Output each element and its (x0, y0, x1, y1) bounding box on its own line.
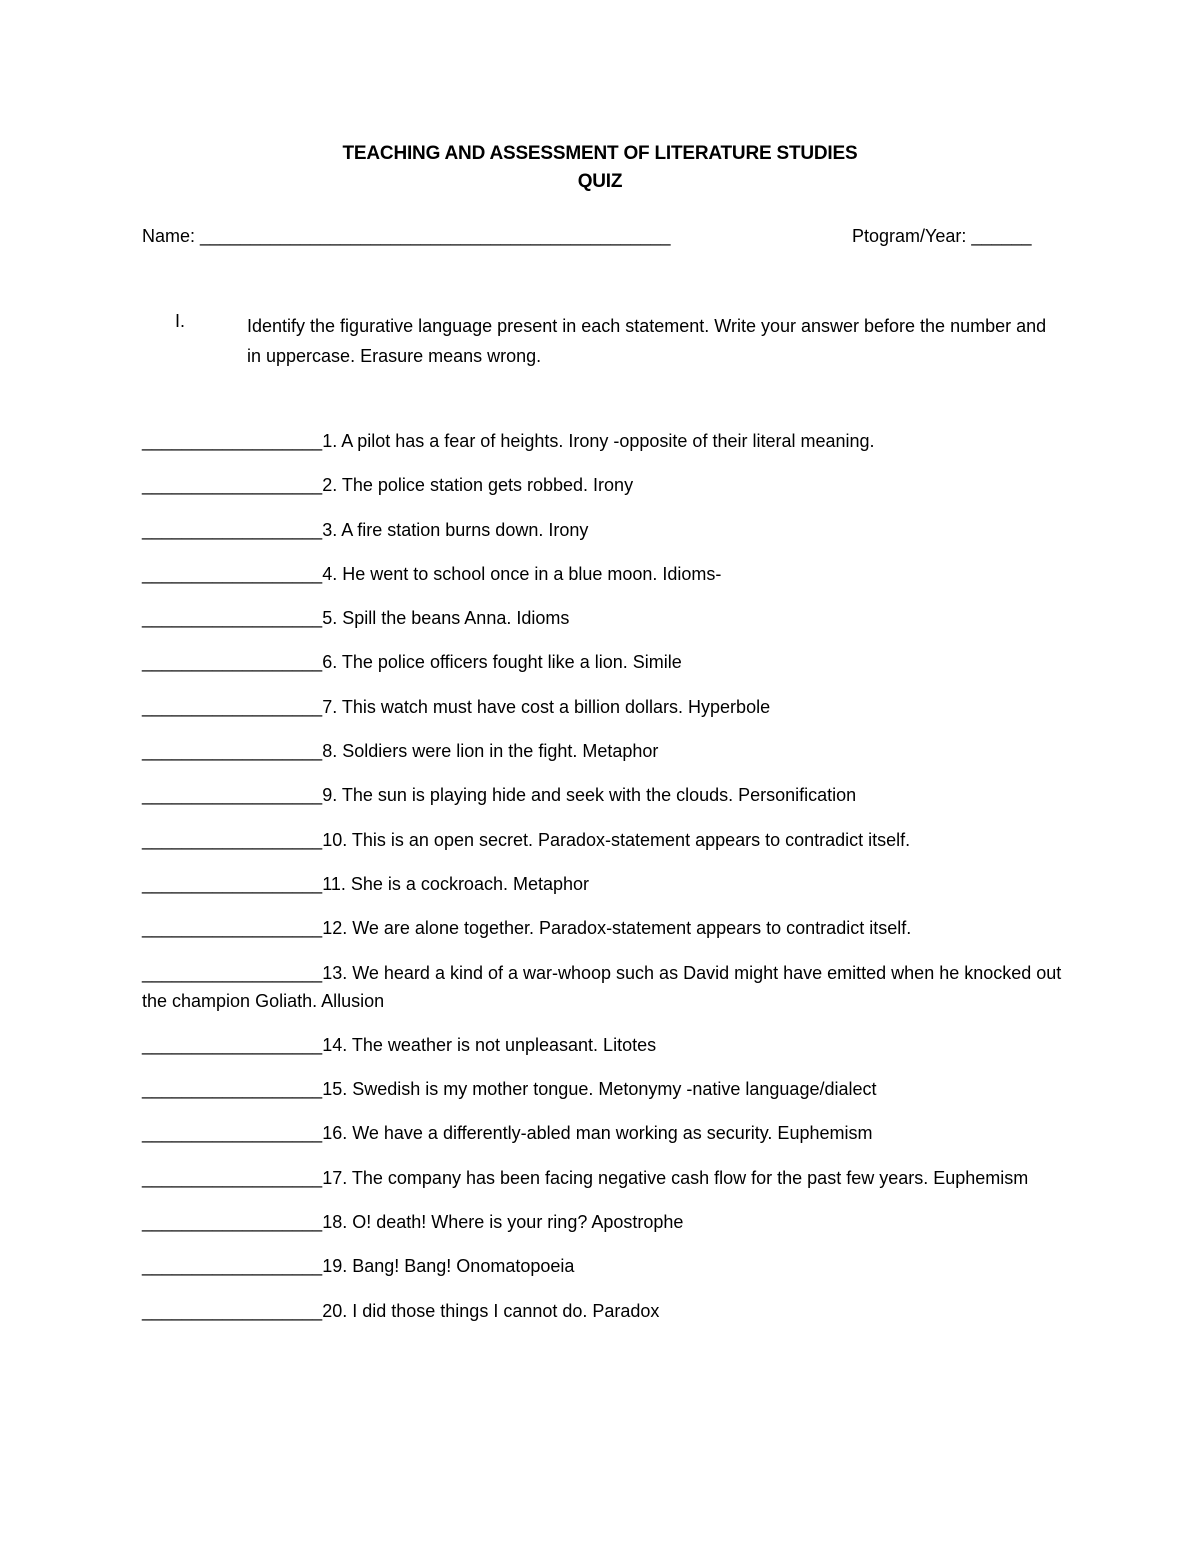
question-item (142, 693, 1072, 721)
question-item (142, 1252, 1072, 1280)
question-item (142, 471, 1072, 499)
question-text: 8. Soldiers were lion in the fight. Metaphor (322, 741, 659, 762)
section-instructions: Identify the figurative language present in each statement. Write your answer before the number and in uppercase. Erasure means wrong. (247, 316, 1047, 366)
page-subtitle: QUIZ (577, 171, 623, 192)
program-year-field (852, 226, 1031, 247)
question-text: 2. The police station gets robbed. Irony (322, 475, 634, 496)
question-text: 15. Swedish is my mother tongue. Metonymy -native language/dialect (322, 1079, 877, 1100)
question-text: 10. This is an open secret. Paradox-statement appears to contradict itself. (322, 829, 911, 850)
answer-blank: __________________ (142, 1079, 323, 1100)
answer-blank: __________________ (142, 1300, 323, 1321)
section-number: I. (175, 311, 186, 331)
question-text: 14. The weather is not unpleasant. Litotes (322, 1034, 657, 1055)
question-text: 1. A pilot has a fear of heights. Irony -opposite of their literal meaning. (322, 431, 875, 451)
question-text: 7. This watch must have cost a billion dollars. Hyperbole (322, 696, 771, 717)
answer-blank: __________________ (142, 785, 323, 806)
question-text: 4. He went to school once in a blue moon. Idioms- (322, 563, 722, 584)
question-item (142, 914, 1072, 942)
question-text: 5. Spill the beans Anna. Idioms (322, 608, 570, 629)
answer-blank: __________________ (142, 1123, 323, 1144)
program-year-blank: ______ (971, 226, 1032, 246)
answer-blank: __________________ (142, 652, 323, 673)
question-item (142, 516, 1072, 544)
question-item (142, 1164, 1072, 1192)
answer-blank: __________________ (142, 741, 323, 762)
question-item (142, 1031, 1072, 1059)
question-item (142, 826, 1072, 854)
answer-blank: __________________ (142, 918, 323, 939)
question-item (142, 648, 1072, 676)
question-item (142, 1297, 1072, 1325)
question-item (142, 427, 1072, 455)
question-text: 19. Bang! Bang! Onomatopoeia (322, 1256, 575, 1277)
question-text: 13. We heard a kind of a war-whoop such as David might have emitted when he knocked out the champion Goliath. Allusion (142, 962, 1062, 1011)
question-text: 9. The sun is playing hide and seek with the clouds. Personification (322, 785, 857, 806)
question-item (142, 560, 1072, 588)
question-text: 12. We are alone together. Paradox-statement appears to contradict itself. (322, 918, 912, 939)
question-text: 11. She is a cockroach. Metaphor (322, 873, 590, 894)
question-item (142, 1075, 1072, 1103)
question-text: 6. The police officers fought like a lion. Simile (322, 652, 682, 673)
answer-blank: __________________ (142, 1212, 323, 1233)
question-item (142, 737, 1072, 765)
question-text: 16. We have a differently-abled man working as security. Euphemism (322, 1123, 873, 1144)
answer-blank: __________________ (142, 696, 323, 717)
answer-blank: __________________ (142, 475, 323, 496)
question-list (142, 427, 1072, 1341)
answer-blank: __________________ (142, 1256, 323, 1277)
question-text: 20. I did those things I cannot do. Paradox (322, 1300, 660, 1321)
name-label: Name: (142, 226, 201, 246)
name-field (142, 226, 671, 247)
answer-blank: __________________ (142, 431, 323, 451)
program-year-label: Ptogram/Year: (852, 226, 972, 246)
answer-blank: __________________ (142, 1034, 323, 1055)
answer-blank: __________________ (142, 563, 323, 584)
question-item (142, 1208, 1072, 1236)
question-text: 17. The company has been facing negative cash flow for the past few years. Euphemism (322, 1167, 1029, 1188)
answer-blank: __________________ (142, 519, 323, 540)
answer-blank: __________________ (142, 608, 323, 629)
question-item (142, 959, 1072, 1015)
page-title: TEACHING AND ASSESSMENT OF LITERATURE STUDIES (342, 143, 858, 164)
answer-blank: __________________ (142, 1167, 323, 1188)
question-item (142, 1119, 1072, 1147)
question-text: 3. A fire station burns down. Irony (322, 519, 589, 540)
answer-blank: __________________ (142, 829, 323, 850)
question-text: 18. O! death! Where is your ring? Apostrophe (322, 1212, 684, 1233)
answer-blank: __________________ (142, 962, 323, 983)
name-blank: _______________________________________________ (200, 226, 671, 246)
answer-blank: __________________ (142, 873, 323, 894)
question-item (142, 870, 1072, 898)
question-item (142, 604, 1072, 632)
question-item (142, 781, 1072, 809)
